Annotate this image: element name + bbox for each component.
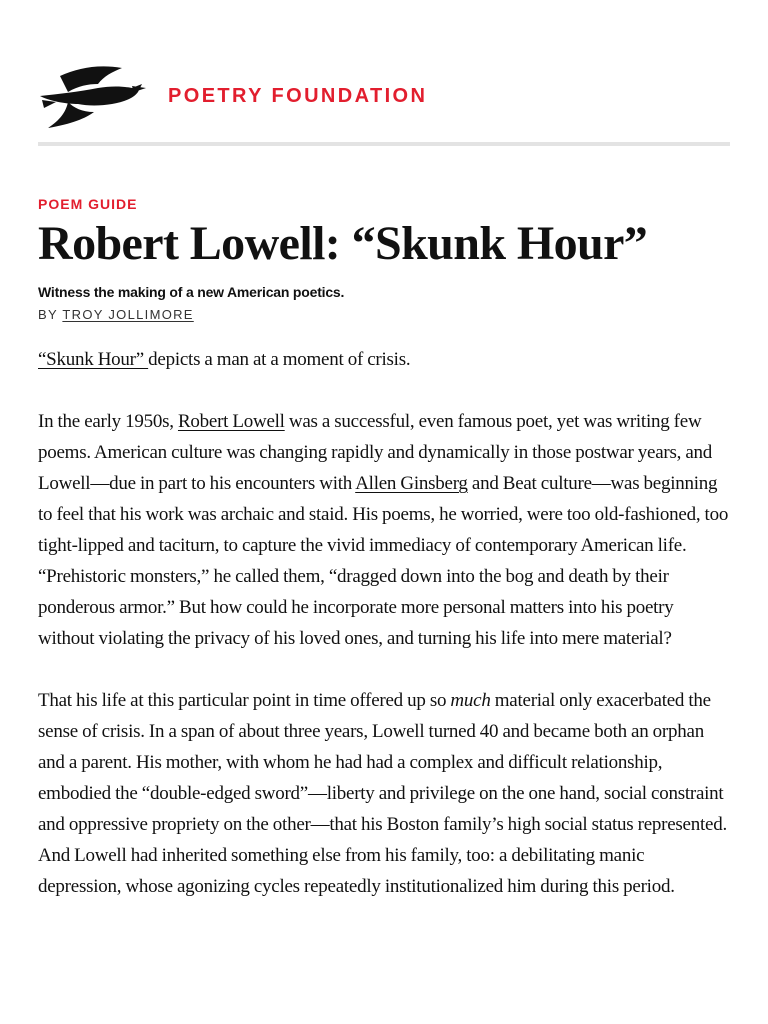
article-kicker[interactable]: POEM GUIDE [38,196,138,212]
article-dek: Witness the making of a new American poetics. [38,284,345,300]
author-link[interactable]: TROY JOLLIMORE [62,307,194,322]
paragraph-3-text-b: material only exacerbated the sense of crisis. In a span of about three years, Lowell turned 40 and became both an orphan and a parent. His mother, with whom he had had a complex and difficult relationship, embodied the “double-edged sword”—liberty and privilege on the one hand, social constraint and oppressive propriety on the other—that his Boston family’s high social status represented. And Lowell had inherited something else from his family, too: a debilitating manic depression, whose agonizing cycles repeatedly institutionalized him during this period. [38,690,727,897]
byline [38,306,730,324]
poem-link[interactable]: “Skunk Hour” [38,349,149,370]
article-title: Robert Lowell: “Skunk Hour” [38,217,648,270]
paragraph-3-emphasis: much [450,690,491,711]
paragraph-3 [38,685,730,902]
paragraph-1 [38,344,730,375]
brand-name[interactable]: POETRY FOUNDATION [168,85,428,107]
allen-ginsberg-link[interactable]: Allen Ginsberg [355,473,468,494]
paragraph-1-text: depicts a man at a moment of crisis. [148,349,411,370]
paragraph-3-text-a: That his life at this particular point in time offered up so [38,690,451,711]
paragraph-2-text-c: and Beat culture—was beginning to feel that his work was archaic and staid. His poems, he worried, were too old-fashioned, too tight-lipped and taciturn, to capture the vivid immediacy of contemporary American life. “Prehistoric monsters,” he called them, “dragged down into the bog and death by their ponderous armor.” But how could he incorporate more personal matters into his poetry without violating the privacy of his loved ones, and turning his life into mere material? [38,473,729,649]
article [38,194,730,902]
paragraph-2-text-b: was a successful, even famous poet, yet was writing few poems. American culture was changing rapidly and dynamically in those postwar years, and Lowell—due in part to his encounters with [38,411,713,494]
robert-lowell-link[interactable]: Robert Lowell [177,411,285,432]
byline-prefix: BY [38,307,63,322]
site-header [38,0,730,146]
pegasus-bird-icon [38,62,146,130]
paragraph-2-text-a: In the early 1950s, [38,411,178,432]
paragraph-2 [38,406,730,654]
